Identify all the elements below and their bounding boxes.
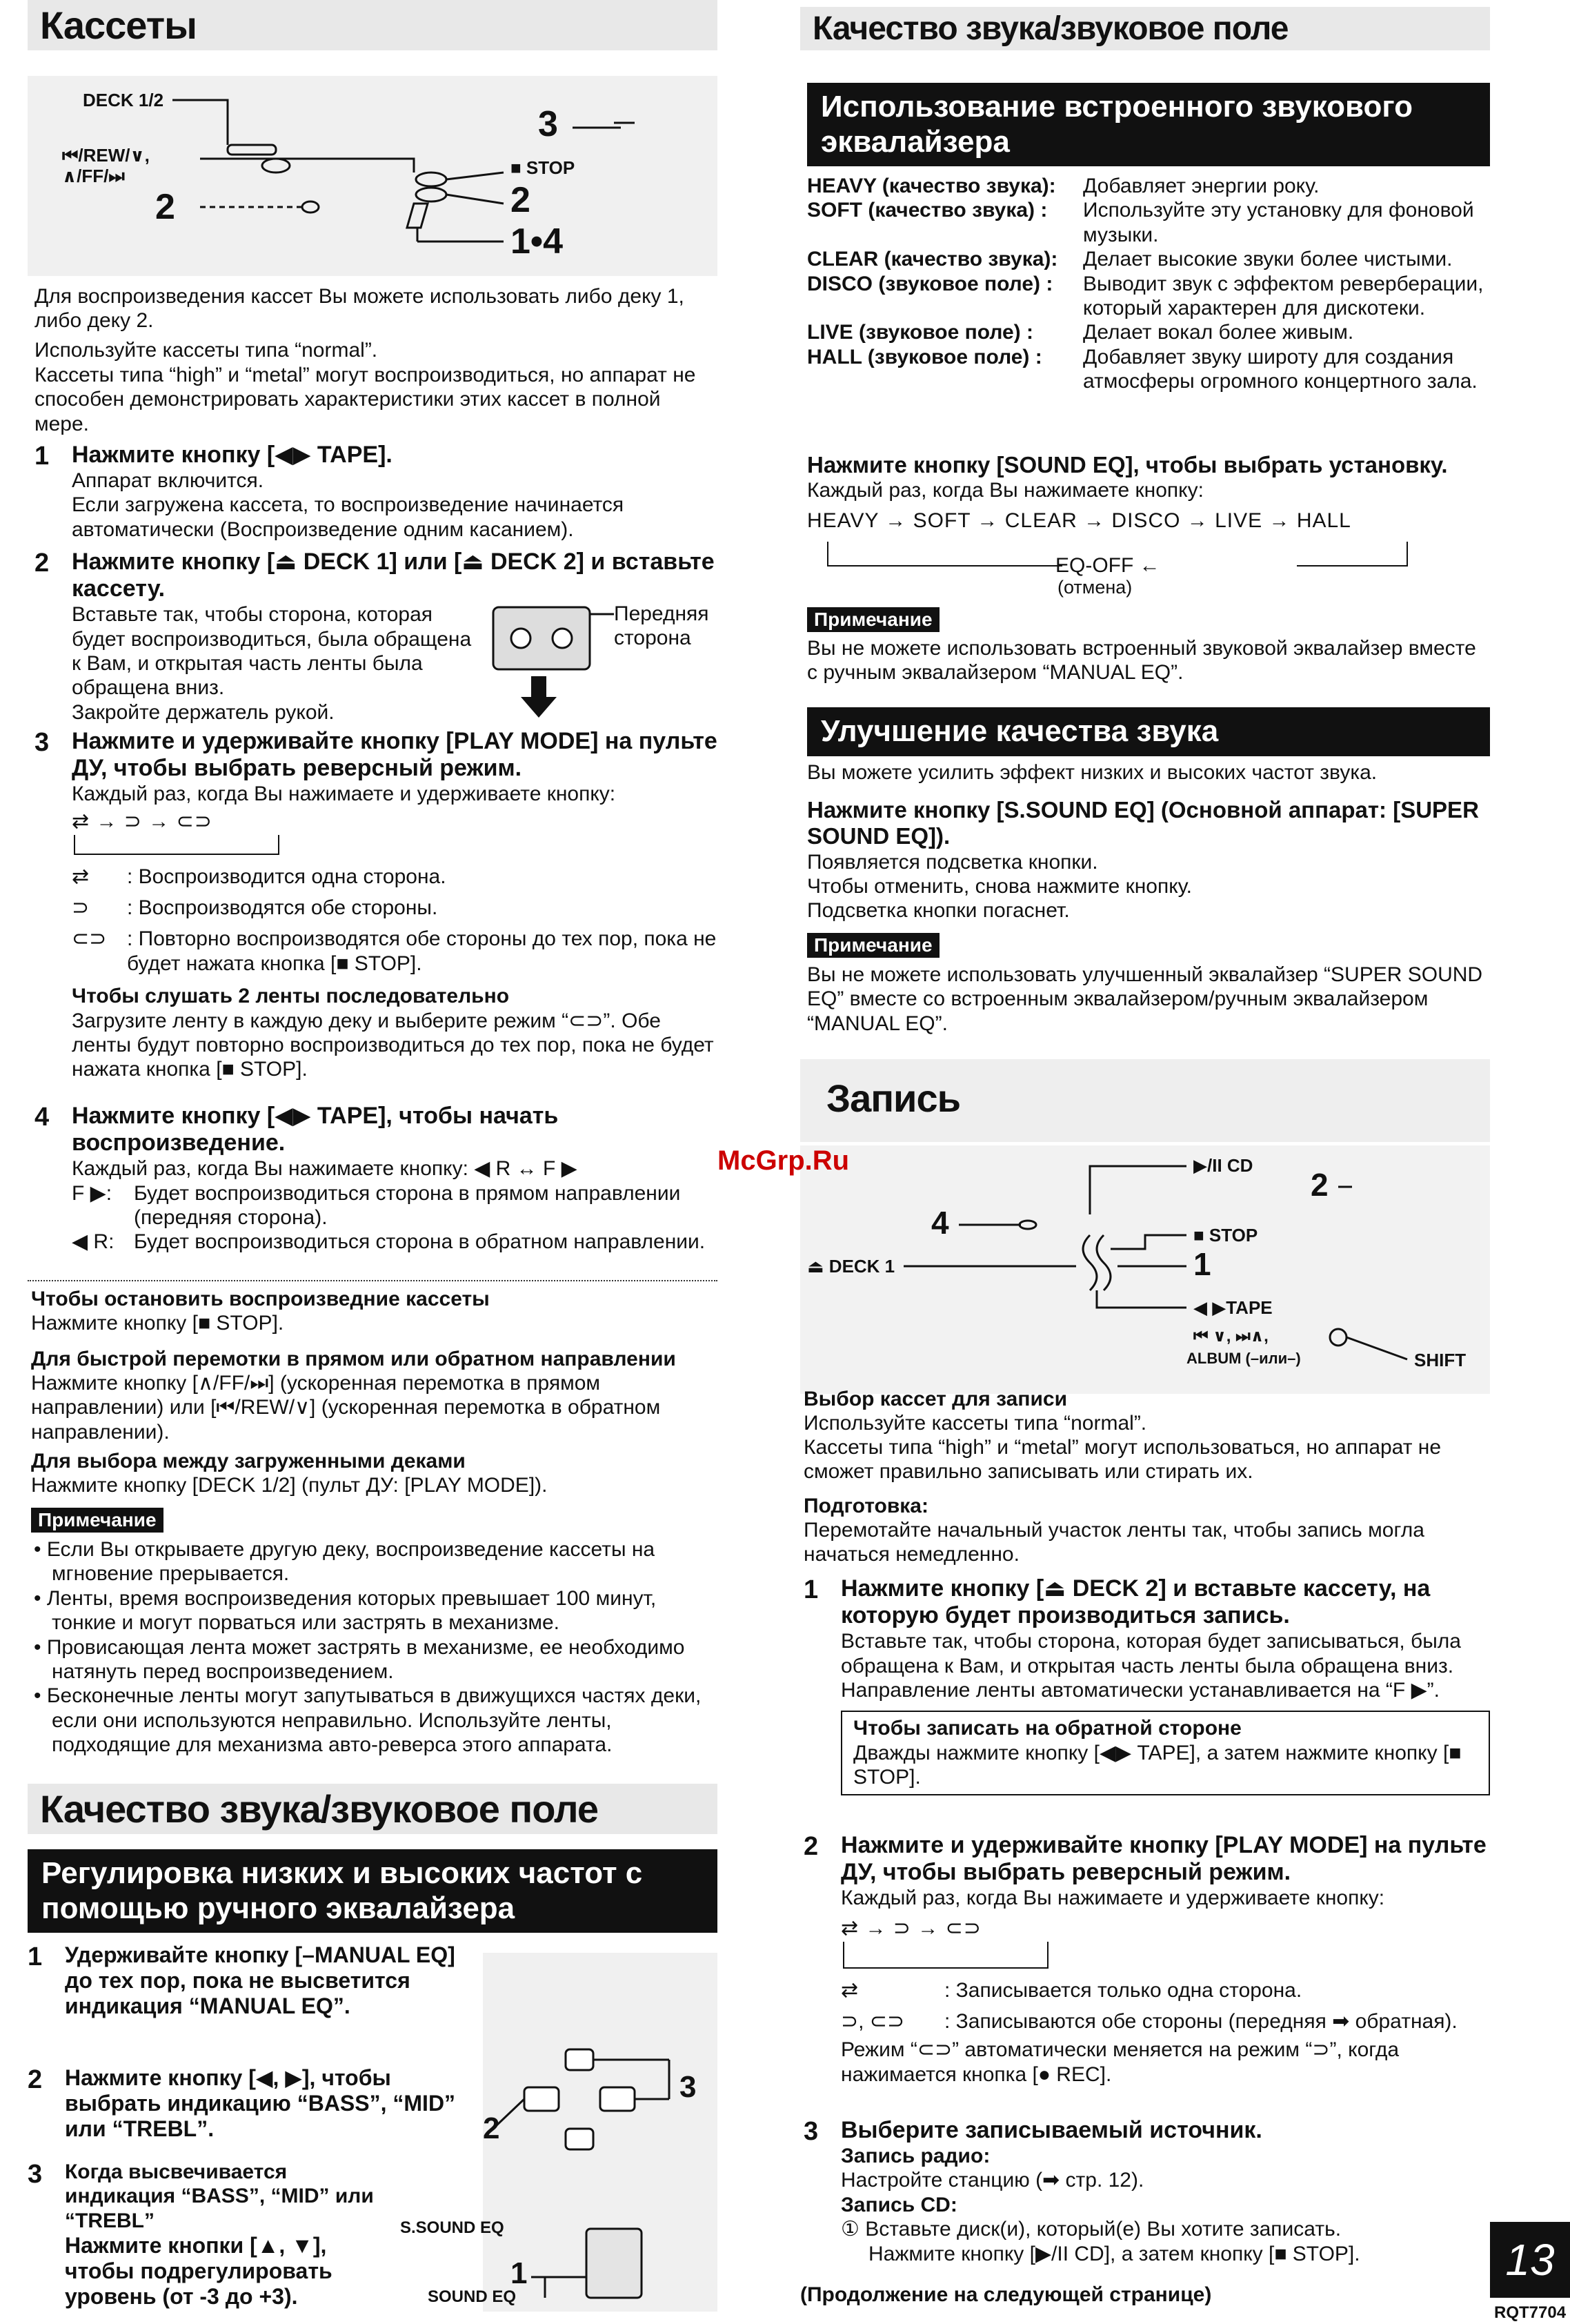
prep-text: Перемотайте начальный участок ленты так, чтобы запись могла начаться немедленно. [804, 1519, 1424, 1566]
page-number: 13 [1490, 2222, 1570, 2298]
s-sound-eq-text-1: Появляется подсветка кнопки. [807, 851, 1098, 874]
eq-def-hall [807, 345, 1490, 394]
rec-stop-label: ■ STOP [1193, 1225, 1258, 1245]
recording-diagram-lines [800, 1145, 1490, 1394]
cassettes-title: Кассеты [28, 0, 717, 50]
rec-callout-2: 2 [1311, 1167, 1329, 1203]
step-3-def-2-text: : Воспроизводятся обе стороны. [127, 896, 438, 919]
rec-shift-label: SHIFT [1414, 1350, 1467, 1370]
step-1 [34, 442, 717, 542]
step-3-heading: Нажмите и удерживайте кнопку [PLAY MODE] на пульте ДУ, чтобы выбрать реверсный режим. [72, 728, 717, 782]
cassettes-note-label: Примечание [31, 1508, 163, 1533]
note-bullet-2: • Ленты, время воспроизведения которых превышает 100 минут, тонкие и могут порваться или застрять в механизме. [34, 1586, 657, 1635]
eq-def-disco-key: DISCO (звуковое поле) : [807, 272, 1053, 295]
step-3 [34, 728, 717, 1082]
callout-3: 3 [538, 104, 558, 144]
eq-def-heavy-key: HEAVY (качество звука): [807, 175, 1056, 197]
ff-label: ∧/FF/⏭ [62, 166, 125, 186]
sound-eq-text: Каждый раз, когда Вы нажимаете кнопку: [807, 479, 1204, 502]
eq-step-1-number: 1 [28, 1942, 43, 1971]
eq-def-soft-text: Используйте эту установку для фоновой музыки. [1083, 199, 1474, 246]
rec-callout-1: 1 [1193, 1246, 1211, 1282]
eq-def-clear-text: Делает высокие звуки более чистыми. [1083, 248, 1453, 271]
step-1-text-1: Аппарат включится. [72, 469, 264, 493]
rec-album-label-2: ALBUM (–или–) [1186, 1350, 1301, 1367]
rec-step-2-text-2: Режим “⊂⊃” автоматически меняется на режим “⊃”, когда нажимается кнопка [● REC]. [841, 2038, 1400, 2086]
step-3-def-3-text: : Повторно воспроизводятся обе стороны до тех пор, пока не будет нажата кнопка [■ STOP]. [127, 927, 717, 975]
rew-label: ⏮/REW/∨, [62, 145, 150, 166]
eq-def-heavy-text: Добавляет энергии року. [1083, 175, 1320, 197]
eq-def-clear-key: CLEAR (качество звука): [807, 248, 1058, 271]
rec-step-1-text-1: Вставьте так, чтобы сторона, которая будет записываться, была обращена к Вам, и открытая часть ленты была обращена вниз. [841, 1630, 1461, 1677]
cassette-select-text-1: Используйте кассеты типа “normal”. [804, 1412, 1147, 1435]
note-bullet-4: • Бесконечные ленты могут запутываться в движущихся частях деки, если они используются неправильно. Используйте ленты, подходящие для механизма авто-реверса этого аппарата. [34, 1684, 702, 1757]
rec-step-1-body [841, 1575, 1490, 1795]
rec-step-1-text-2: Направление ленты автоматически устанавливается на “F ▶”. [841, 1678, 1440, 1702]
deck-select-text: Нажмите кнопку [DECK 1/2] (пульт ДУ: [PLAY MODE]). [31, 1474, 548, 1497]
front-side-label: Передняя сторона [614, 602, 709, 650]
step-2-text-2: Закройте держатель рукой. [72, 700, 335, 724]
builtin-eq-note-label: Примечание [807, 607, 940, 632]
enhance-note-text: Вы не можете использовать улучшенный эквалайзер “SUPER SOUND EQ” вместе со встроенным эквалайзером/ручным эквалайзером “MANUAL EQ”. [807, 963, 1483, 1035]
step-3-def-3-key: ⊂⊃ [72, 927, 107, 951]
cassette-insert-figure [483, 593, 717, 718]
eq-step-1-text: Удерживайте кнопку [–MANUAL EQ] до тех пор, пока не высветится индикация “MANUAL EQ”. [65, 1942, 455, 2018]
deck12-label: DECK 1/2 [83, 90, 164, 110]
rec-reverse-box [841, 1711, 1490, 1795]
callout-2-right: 2 [510, 180, 530, 220]
eq-step-3-text-b: Нажмите кнопки [▲, ▼], чтобы подрегулировать уровень (от -3 до +3). [65, 2233, 332, 2309]
step-3-def-3 [72, 927, 717, 976]
rec-reverse-box-heading: Чтобы записать на обратной стороне [853, 1717, 1242, 1740]
eq-off-label: EQ-OFF ← [1055, 554, 1160, 577]
sound-eq-label: SOUND EQ [428, 2287, 517, 2306]
step-3-def-1 [72, 865, 717, 889]
step-4-number: 4 [34, 1103, 50, 1132]
eq-def-live-text: Делает вокал более живым. [1083, 321, 1354, 344]
eq-step-2-text: Нажмите кнопку [◀, ▶], чтобы выбрать индикацию “BASS”, “MID” или “TREBL”. [65, 2065, 456, 2141]
stop-text: Нажмите кнопку [■ STOP]. [31, 1312, 284, 1335]
step-3-number: 3 [34, 728, 50, 757]
eq-step-3-text-a: Когда высвечивается индикация “BASS”, “MID” или “TREBL” [65, 2160, 374, 2232]
eq-callout-3: 3 [679, 2070, 697, 2104]
eq-step-3-number: 3 [28, 2160, 43, 2189]
enhance-note-label: Примечание [807, 933, 940, 958]
deck-select-heading: Для выбора между загруженными деками [31, 1450, 466, 1473]
step-2-text-1: Вставьте так, чтобы сторона, которая будет воспроизводиться, была обращена к Вам, и открытая часть ленты была обращена вниз. [72, 603, 472, 700]
sound-quality-title-left: Качество звука/звуковое поле [28, 1784, 717, 1834]
recording-diagram [800, 1145, 1490, 1394]
rec-cd-text-2: Нажмите кнопку [▶/II CD], а затем кнопку [■ STOP]. [868, 2242, 1360, 2265]
step-4-heading: Нажмите кнопку [◀▶ TAPE], чтобы начать воспроизведение. [72, 1103, 559, 1156]
watermark: McGrp.Ru [717, 1145, 850, 1176]
eq-step-3-body [65, 2160, 393, 2310]
step-4-reverse-key: ◀ R: [72, 1230, 115, 1254]
eq-def-live-key: LIVE (звуковое поле) : [807, 321, 1033, 344]
ff-text: Нажмите кнопку [∧/FF/⏭] (ускоренная перемотка в прямом направлении) или [⏮/REW/∨] (ускоренная перемотка в обратном направлении). [31, 1372, 661, 1444]
rec-step-2-def-2-key: ⊃, ⊂⊃ [841, 2009, 905, 2033]
recording-title: Запись [826, 1076, 961, 1120]
eq-definitions [807, 174, 1490, 394]
cassette-diagram-lines [28, 76, 717, 276]
rec-step-2-loop [841, 1940, 1062, 1975]
step-4-forward [72, 1181, 717, 1230]
eq-def-live [807, 320, 1490, 344]
eq-step-2 [28, 2065, 469, 2141]
rec-cd-text-1: ① Вставьте диск(и), который(е) Вы хотите записать. [841, 2218, 1342, 2241]
rec-step-2 [804, 1832, 1490, 2087]
rec-step-2-heading: Нажмите и удерживайте кнопку [PLAY MODE] на пульте ДУ, чтобы выбрать реверсный режим. [841, 1832, 1487, 1886]
rec-step-2-def-2-text: : Записываются обе стороны (передняя ➡ обратная). [944, 2009, 1458, 2033]
note-bullet-3: • Провисающая лента может застрять в механизме, ее необходимо натянуть перед воспроизведением. [34, 1635, 685, 1683]
cassettes-intro-1: Для воспроизведения кассет Вы можете использовать либо деку 1, либо деку 2. [34, 285, 684, 333]
rec-step-3 [804, 2117, 1490, 2266]
enhance-intro: Вы можете усилить эффект низких и высоких частот звука. [807, 761, 1378, 784]
cassette-select-heading: Выбор кассет для записи [804, 1388, 1068, 1410]
rec-tape-label: ◀ ▶TAPE [1193, 1297, 1273, 1318]
rec-step-2-def-2 [841, 2009, 1490, 2034]
step-3-def-1-text: : Воспроизводится одна сторона. [127, 865, 446, 888]
rec-step-2-def-1-key: ⇄ [841, 1978, 859, 2002]
enhance-subtitle: Улучшение качества звука [807, 707, 1490, 756]
eq-def-disco-text: Выводит звук с эффектом реверберации, который характерен для дискотеки. [1083, 272, 1484, 319]
rec-step-3-heading: Выберите записываемый источник. [841, 2117, 1262, 2143]
manual-eq-subtitle: Регулировка низких и высоких частот с помощью ручного эквалайзера [28, 1849, 717, 1933]
step-4 [34, 1103, 717, 1254]
rec-step-2-def-1 [841, 1978, 1490, 2002]
rec-reverse-box-text: Дважды нажмите кнопку [◀▶ TAPE], а затем нажмите кнопку [■ STOP]. [853, 1741, 1462, 1789]
eq-off-sub: (отмена) [1057, 577, 1133, 598]
step-1-number: 1 [34, 442, 50, 471]
callout-1-4: 1•4 [510, 221, 564, 262]
rec-step-3-number: 3 [804, 2117, 819, 2146]
rec-step-2-flow: ⇄ → ⊃ → ⊂⊃ [841, 1916, 982, 1940]
eq-step-2-number: 2 [28, 2065, 43, 2094]
eq-def-hall-key: HALL (звуковое поле) : [807, 345, 1042, 368]
note-bullet-1: • Если Вы открываете другую деку, воспроизведение кассеты на мгновение прерывается. [34, 1538, 655, 1586]
eq-def-hall-text: Добавляет звуку широту для создания атмосферы огромного концертного зала. [1083, 345, 1478, 393]
step-1-heading: Нажмите кнопку [◀▶ TAPE]. [72, 442, 392, 468]
rec-step-1-heading: Нажмите кнопку [⏏ DECK 2] и вставьте кассету, на которую будет производиться запись. [841, 1575, 1431, 1629]
step-4-forward-key: F ▶: [72, 1181, 112, 1205]
eq-def-soft [807, 198, 1490, 247]
step-1-text-2: Если загружена кассета, то воспроизведение начинается автоматически (Воспроизведение одним касанием). [72, 493, 624, 541]
callout-2-left: 2 [155, 187, 175, 227]
step-1-body [72, 442, 717, 542]
step-3-sub-text: Загрузите ленту в каждую деку и выберите режим “⊂⊃”. Обе ленты будут повторно воспроизводиться до тех пор, пока не будет нажата кнопка [■ STOP]. [72, 1009, 714, 1081]
eq-def-clear [807, 247, 1490, 271]
ff-heading: Для быстрой перемотки в прямом или обратном направлении [31, 1348, 676, 1370]
rec-step-2-number: 2 [804, 1832, 819, 1861]
eq-callout-1: 1 [510, 2256, 528, 2290]
step-4-body [72, 1103, 717, 1254]
s-sound-eq-text-3: Подсветка кнопки погаснет. [807, 899, 1070, 922]
step-3-loop-arrow [72, 834, 292, 861]
eq-def-heavy [807, 174, 1490, 198]
rec-radio-heading: Запись радио: [841, 2145, 991, 2168]
rec-step-3-body [841, 2117, 1360, 2266]
eq-remote-diagram [400, 1953, 717, 2312]
eq-step-3 [28, 2160, 393, 2310]
step-2-number: 2 [34, 549, 50, 578]
cassettes-intro-2: Используйте кассеты типа “normal”. [34, 339, 378, 362]
rec-step-2-text-1: Каждый раз, когда Вы нажимаете и удерживаете кнопку: [841, 1887, 1385, 1910]
rec-step-2-def-1-text: : Записывается только одна сторона. [944, 1978, 1302, 2002]
step-3-def-2-key: ⊃ [72, 896, 90, 919]
sound-eq-flow: HEAVY → SOFT → CLEAR → DISCO → LIVE → HALL [807, 509, 1351, 532]
step-3-mode-flow: ⇄ → ⊃ → ⊂⊃ [72, 809, 212, 833]
step-4-reverse [72, 1230, 717, 1254]
eq-step-1 [28, 1942, 469, 2018]
cassette-diagram [28, 76, 717, 276]
step-3-text-1: Каждый раз, когда Вы нажимаете и удерживаете кнопку: [72, 782, 616, 806]
divider [28, 1280, 717, 1281]
continued-note: (Продолжение на следующей странице) [800, 2283, 1212, 2306]
rec-callout-4: 4 [931, 1205, 949, 1241]
step-3-body [72, 728, 717, 1082]
rec-step-1-number: 1 [804, 1575, 819, 1604]
cassettes-note-list [31, 1537, 717, 1757]
stop-heading: Чтобы остановить воспроизведние кассеты [31, 1288, 490, 1310]
rec-album-label: ⏮ ∨, ⏭∧, [1193, 1327, 1269, 1346]
step-2-heading: Нажмите кнопку [⏏ DECK 1] или [⏏ DECK 2] и вставьте кассету. [72, 549, 715, 602]
rec-deck1-label: ⏏ DECK 1 [807, 1256, 895, 1277]
rec-step-1 [804, 1575, 1490, 1795]
doc-ref-code: RQT7704 [1494, 2303, 1567, 2322]
cassettes-intro-3: Кассеты типа “high” и “metal” могут воспроизводиться, но аппарат не способен демонстрировать характеристики этих кассет в полной мере. [34, 364, 696, 435]
cassette-select-text-2: Кассеты типа “high” и “metal” могут использоваться, но аппарат не сможет правильно записывать или стирать их. [804, 1436, 1442, 1484]
rec-cd-heading: Запись CD: [841, 2193, 957, 2216]
step-3-sub-heading: Чтобы слушать 2 ленты последовательно [72, 985, 510, 1008]
sound-eq-heading: Нажмите кнопку [SOUND EQ], чтобы выбрать установку. [807, 452, 1448, 477]
step-3-def-2 [72, 896, 717, 920]
step-4-forward-text: Будет воспроизводиться сторона в прямом направлении (передняя сторона). [134, 1181, 681, 1229]
s-sound-eq-heading: Нажмите кнопку [S.SOUND EQ] (Основной аппарат: [SUPER SOUND EQ]). [807, 797, 1479, 849]
eq-def-soft-key: SOFT (качество звука) : [807, 199, 1048, 222]
prep-heading: Подготовка: [804, 1495, 928, 1517]
step-4-reverse-text: Будет воспроизводиться сторона в обратном направлении. [134, 1230, 706, 1254]
s-sound-eq-text-2: Чтобы отменить, снова нажмите кнопку. [807, 875, 1193, 898]
rec-step-2-body [841, 1832, 1490, 2087]
stop-label: ■ STOP [510, 157, 575, 178]
builtin-eq-note-text: Вы не можете использовать встроенный звуковой эквалайзер вместе с ручным эквалайзером “MANUAL EQ”. [807, 637, 1476, 685]
rec-cd-label: ▶/II CD [1193, 1155, 1253, 1176]
s-sound-eq-label: S.SOUND EQ [400, 2218, 504, 2237]
sound-quality-title-right: Качество звука/звуковое поле [800, 7, 1490, 50]
rec-radio-text: Настройте станцию (➡ стр. 12). [841, 2169, 1144, 2192]
eq-callout-2: 2 [483, 2111, 500, 2145]
builtin-eq-subtitle: Использование встроенного звукового эквалайзера [807, 83, 1490, 166]
eq-def-disco [807, 272, 1490, 321]
step-4-text-1: Каждый раз, когда Вы нажимаете кнопку: ◀ R ↔ F ▶ [72, 1157, 577, 1181]
step-3-def-1-key: ⇄ [72, 865, 90, 888]
